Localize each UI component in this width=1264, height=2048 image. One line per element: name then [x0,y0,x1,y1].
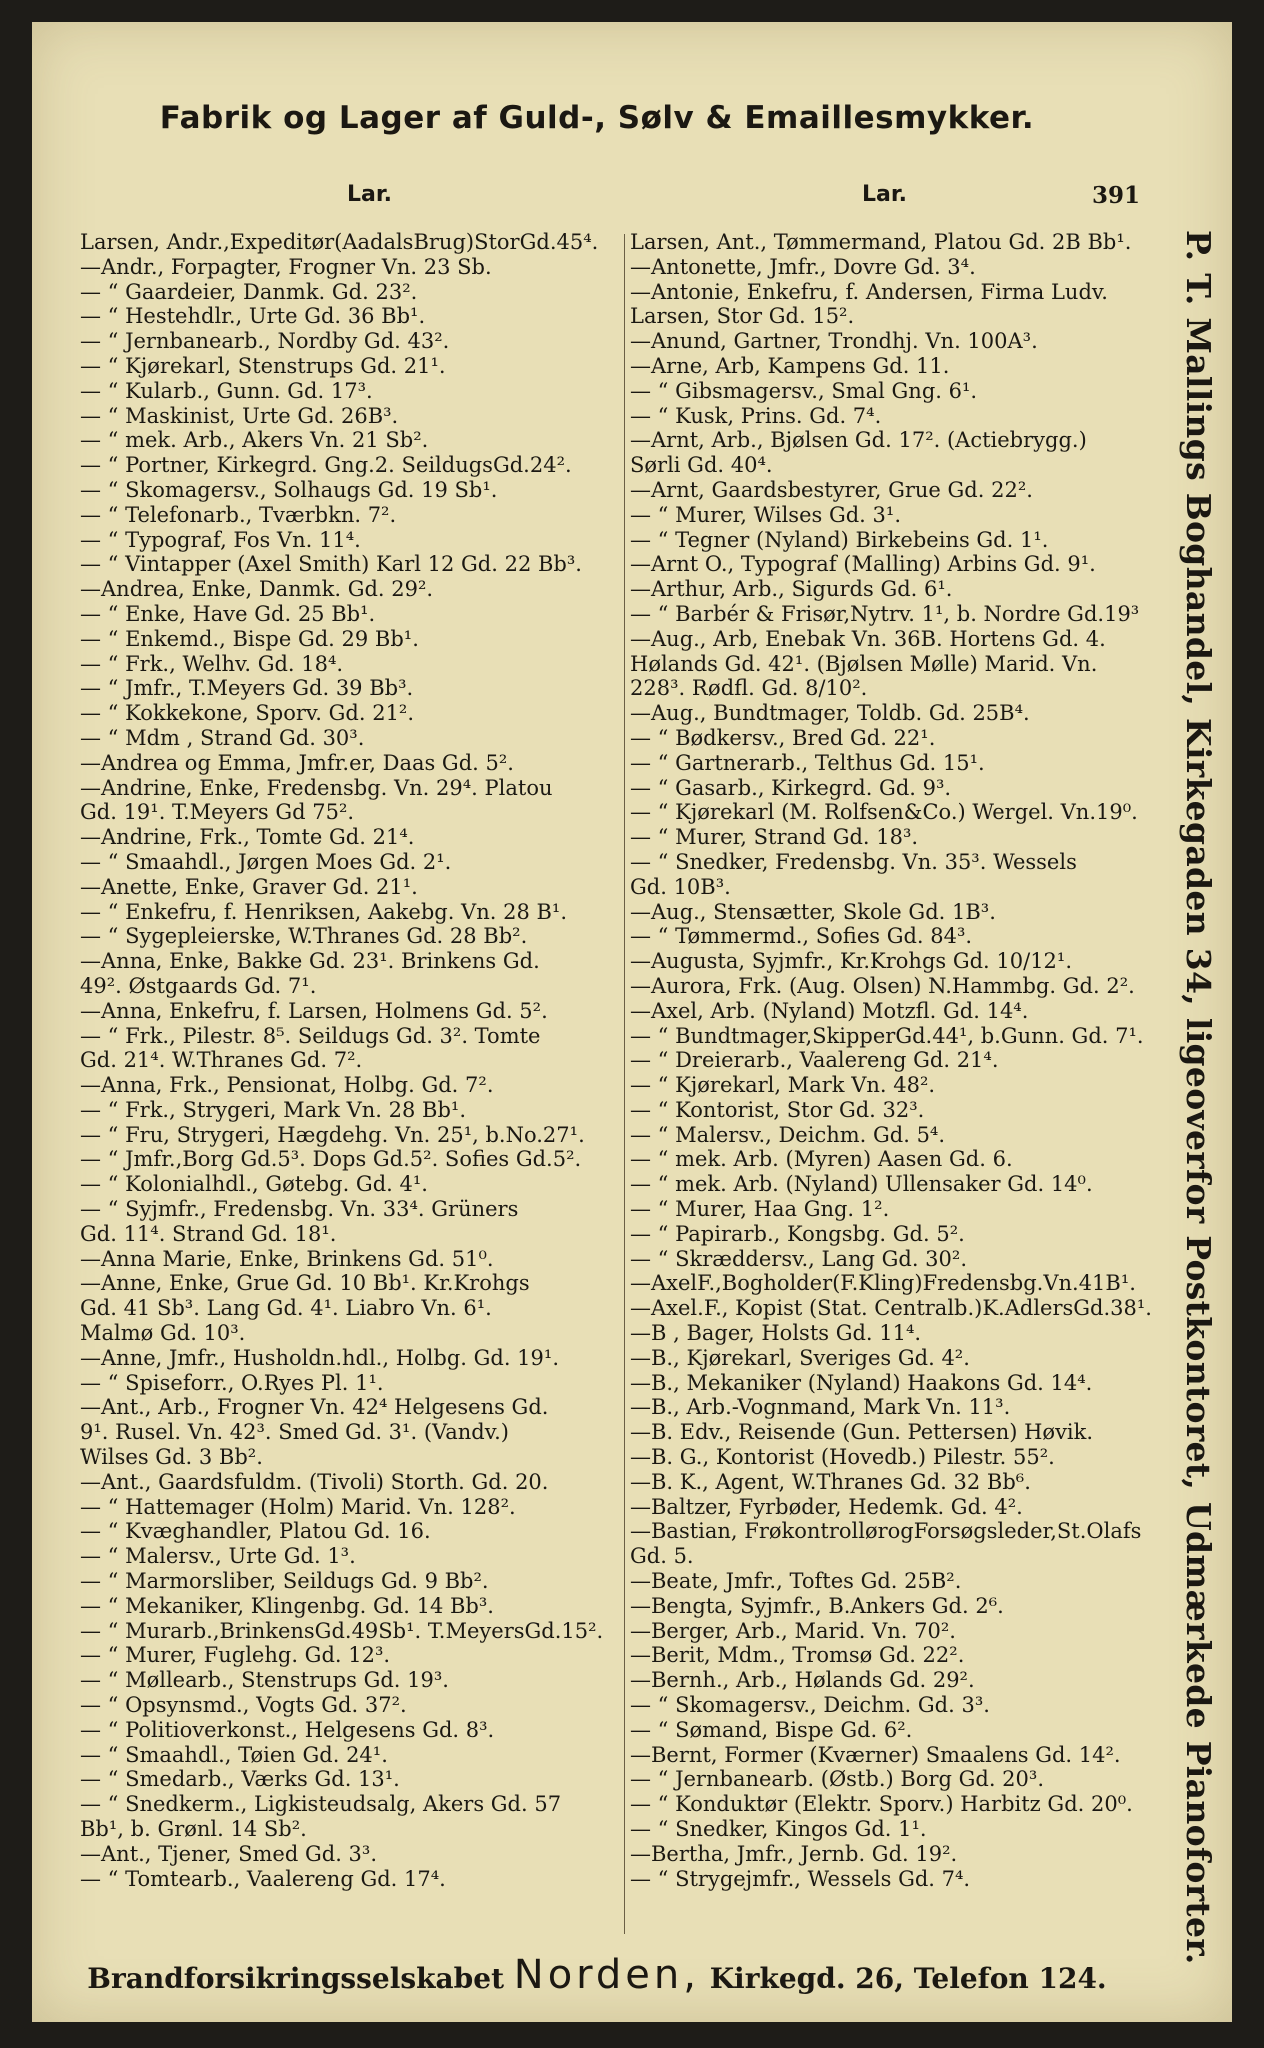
directory-entry: — “ Sygepleierske, W.Thranes Gd. 28 Bb². [80,924,528,949]
directory-entry: — “ Murer, Wilses Gd. 3¹. [630,502,901,527]
directory-entry: — “ Jernbanearb., Nordby Gd. 43². [80,329,450,354]
directory-entry: —Antonette, Jmfr., Dovre Gd. 3⁴. [630,254,976,279]
footer-name: Norden, [513,1952,700,1998]
directory-entry: — “ Frk., Welhv. Gd. 18⁴. [80,651,344,676]
directory-entry: — “ Tomtearb., Vaalereng Gd. 17⁴. [80,1866,446,1891]
directory-entry: Gd. 5. [630,1544,694,1569]
directory-entry: — “ Typograf, Fos Vn. 11⁴. [80,527,361,552]
directory-entry: —Arne, Arb, Kampens Gd. 11. [630,353,950,378]
left-column-heading: Lar. [347,182,392,207]
side-advertisement-text: P. T. Mallings Boghandel, Kirkegaden 34, ligeoverfor Postkontoret, Udmærkede Pianoforter. [1179,230,1218,1965]
directory-entry: — “ Politioverkonst., Helgesens Gd. 8³. [80,1717,495,1742]
directory-entry: — “ Spiseforr., O.Ryes Pl. 1¹. [80,1370,384,1395]
directory-entry: — “ Bødkersv., Bred Gd. 22¹. [630,725,936,750]
directory-entry: 9¹. Rusel. Vn. 42³. Smed Gd. 3¹. (Vandv.) [80,1420,509,1445]
directory-entry: —Bastian, FrøkontrollørogForsøgsleder,St.Olafs [630,1519,1142,1544]
directory-entry: — “ Gibsmagersv., Smal Gng. 6¹. [630,378,978,403]
directory-entry: —B. G., Kontorist (Hovedb.) Pilestr. 55². [630,1445,1055,1470]
directory-entry: — “ Tegner (Nyland) Birkebeins Gd. 1¹. [630,527,1049,552]
directory-entry: — “ Murer, Strand Gd. 18³. [630,825,919,850]
directory-entry: —Anne, Enke, Grue Gd. 10 Bb¹. Kr.Krohgs [80,1271,530,1296]
directory-entry: —Berit, Mdm., Tromsø Gd. 22². [630,1643,965,1668]
directory-entry: — “ mek. Arb. (Nyland) Ullensaker Gd. 14⁰. [630,1172,1093,1197]
directory-entry: —Anne, Jmfr., Husholdn.hdl., Holbg. Gd. 19¹. [80,1345,560,1370]
directory-entry: —Berger, Arb., Marid. Vn. 70². [630,1618,956,1643]
directory-entry: —Aug., Arb, Enebak Vn. 36B. Hortens Gd. 4. [630,626,1106,651]
directory-entry: —Axel.F., Kopist (Stat. Centralb.)K.AdlersGd.38¹. [630,1296,1152,1321]
directory-entry: — “ Murer, Haa Gng. 1². [630,1197,890,1222]
directory-entry: — “ Kjørekarl (M. Rolfsen&Co.) Wergel. Vn.19⁰. [630,800,1138,825]
directory-entry: — “ Gaardeier, Danmk. Gd. 23². [80,279,418,304]
left-column [80,230,628,1891]
directory-entry: — “ Syjmfr., Fredensbg. Vn. 33⁴. Grüners [80,1197,519,1222]
directory-entry: — “ Frk., Strygeri, Mark Vn. 28 Bb¹. [80,1097,467,1122]
directory-entry: — “ Maskinist, Urte Gd. 26B³. [80,403,399,428]
directory-entry: — “ Marmorsliber, Seildugs Gd. 9 Bb². [80,1569,489,1594]
footer-prefix: Brandforsikringsselskabet [87,1962,505,1995]
directory-entry: — “ mek. Arb., Akers Vn. 21 Sb². [80,428,429,453]
directory-entry: Bb¹, b. Grønl. 14 Sb². [80,1817,307,1841]
directory-entry: — “ Jmfr.,Borg Gd.5³. Dops Gd.5². Sofies Gd.5². [80,1147,582,1172]
directory-entry: —Andr., Forpagter, Frogner Vn. 23 Sb. [80,254,492,279]
directory-entry: — “ Opsynsmd., Vogts Gd. 37². [80,1693,407,1718]
directory-entry: —Ant., Arb., Frogner Vn. 42⁴ Helgesens Gd. [80,1395,549,1420]
page-number: 391 [1092,182,1141,209]
directory-entry: —Bernt, Former (Kværner) Smaalens Gd. 14². [630,1742,1121,1767]
directory-entry: Sørli Gd. 40⁴. [630,453,773,478]
directory-entry: — “ Jernbanearb. (Østb.) Borg Gd. 20³. [630,1767,1044,1792]
directory-entry: 228³. Rødfl. Gd. 8/10². [630,676,868,701]
directory-entry: — “ Kjørekarl, Mark Vn. 48². [630,1073,936,1098]
directory-entry: — “ Barbér & Frisør,Nytrv. 1¹, b. Nordre Gd.19³ [630,601,1140,626]
directory-entry: — “ Kusk, Prins. Gd. 7⁴. [630,403,882,428]
directory-entry: —Baltzer, Fyrbøder, Hedemk. Gd. 4². [630,1494,1023,1519]
directory-entry: Gd. 10B³. [630,874,731,899]
directory-entry: —Andrine, Frk., Tomte Gd. 21⁴. [80,825,415,850]
bottom-banner [32,1952,1162,1998]
directory-entry: —Bernh., Arb., Hølands Gd. 29². [630,1668,975,1693]
directory-entry: —B., Kjørekarl, Sveriges Gd. 4². [630,1345,970,1370]
directory-entry: Hølands Gd. 42¹. (Bjølsen Mølle) Marid. Vn. [630,651,1098,676]
directory-entry: — “ Hattemager (Holm) Marid. Vn. 128². [80,1494,516,1519]
directory-entry: — “ Telefonarb., Tværbkn. 7². [80,502,397,527]
directory-entry: —B., Arb.-Vognmand, Mark Vn. 11³. [630,1395,1011,1420]
directory-entry: —B. Edv., Reisende (Gun. Pettersen) Høvik. [630,1420,1094,1445]
directory-page [32,22,1232,2022]
directory-entry: —Aurora, Frk. (Aug. Olsen) N.Hammbg. Gd. 2². [630,973,1135,998]
directory-entry: — “ Vintapper (Axel Smith) Karl 12 Gd. 22 Bb³. [80,552,582,577]
directory-entry: —Andrine, Enke, Fredensbg. Vn. 29⁴. Platou [80,775,553,800]
directory-entry: Larsen, Stor Gd. 15². [630,304,855,329]
directory-entry: — “ Mekaniker, Klingenbg. Gd. 14 Bb³. [80,1593,494,1618]
directory-entry: — “ Tømmermd., Sofies Gd. 84³. [630,924,973,949]
directory-entry: — “ Snedker, Fredensbg. Vn. 35³. Wessels [630,849,1077,874]
directory-entry: — “ Murer, Fuglehg. Gd. 12³. [80,1643,391,1668]
directory-entry: — “ Malersv., Urte Gd. 1³. [80,1544,356,1569]
directory-entry: — “ Møllearb., Stenstrups Gd. 19³. [80,1668,449,1693]
directory-entry: — “ Skomagersv., Solhaugs Gd. 19 Sb¹. [80,477,498,502]
directory-entry: —Ant., Tjener, Smed Gd. 3³. [80,1841,378,1866]
directory-entry: — “ Skræddersv., Lang Gd. 30². [630,1246,967,1271]
directory-entry: — “ Smaahdl., Jørgen Moes Gd. 2¹. [80,849,452,874]
directory-entry: —Bertha, Jmfr., Jernb. Gd. 19². [630,1841,958,1866]
directory-entry: — “ Mdm , Strand Gd. 30³. [80,725,365,750]
directory-entry: — “ Kokkekone, Sporv. Gd. 21². [80,701,415,726]
directory-entry: —Arnt O., Typograf (Malling) Arbins Gd. 9¹. [630,552,1096,577]
directory-entry: —B , Bager, Holsts Gd. 11⁴. [630,1321,922,1346]
directory-entry: — “ Bundtmager,SkipperGd.44¹, b.Gunn. Gd. 7¹. [630,1023,1144,1048]
directory-entry: — “ Enkefru, f. Henriksen, Aakebg. Vn. 28 B¹. [80,899,568,924]
right-column [630,230,1170,1891]
directory-entry: — “ Skomagersv., Deichm. Gd. 3³. [630,1693,990,1718]
directory-entry: Larsen, Andr.,Expeditør(AadalsBrug)StorGd.45⁴. [80,230,599,254]
directory-entry: —Aug., Stensætter, Skole Gd. 1B³. [630,899,996,924]
directory-entry: Gd. 41 Sb³. Lang Gd. 4¹. Liabro Vn. 6¹. [80,1296,492,1321]
directory-entry: —Anna, Enkefru, f. Larsen, Holmens Gd. 5². [80,998,548,1023]
directory-entry: — “ Gartnerarb., Telthus Gd. 15¹. [630,750,985,775]
directory-entry: Gd. 21⁴. W.Thranes Gd. 7². [80,1048,363,1073]
directory-entry: —Beate, Jmfr., Toftes Gd. 25B². [630,1569,962,1594]
directory-entry: — “ Konduktør (Elektr. Sporv.) Harbitz Gd. 20⁰. [630,1792,1133,1817]
directory-entry: —Anette, Enke, Graver Gd. 21¹. [80,874,418,899]
directory-entry: —Andrea, Enke, Danmk. Gd. 29². [80,577,434,602]
directory-entry: — “ Strygejmfr., Wessels Gd. 7⁴. [630,1866,971,1891]
directory-entry: Larsen, Ant., Tømmermand, Platou Gd. 2B Bb¹. [630,230,1132,254]
directory-entry: — “ Dreierarb., Vaalereng Gd. 21⁴. [630,1048,999,1073]
directory-entry: — “ Sømand, Bispe Gd. 6². [630,1717,913,1742]
directory-entry: —Bengta, Syjmfr., B.Ankers Gd. 2⁶. [630,1593,1004,1618]
directory-entry: — “ Snedker, Kingos Gd. 1¹. [630,1817,927,1841]
directory-entry: — “ Kjørekarl, Stenstrups Gd. 21¹. [80,353,446,378]
directory-entry: Gd. 11⁴. Strand Gd. 18¹. [80,1221,337,1246]
side-advertisement [1168,230,1228,1965]
directory-entry: —Arthur, Arb., Sigurds Gd. 6¹. [630,577,953,602]
directory-entry: —Andrea og Emma, Jmfr.er, Daas Gd. 5². [80,750,514,775]
directory-entry: — “ Hestehdlr., Urte Gd. 36 Bb¹. [80,304,426,329]
directory-entry: — “ Kularb., Gunn. Gd. 17³. [80,378,373,403]
directory-entry: — “ Kvæghandler, Platou Gd. 16. [80,1519,431,1544]
directory-entry: — “ Enke, Have Gd. 25 Bb¹. [80,601,376,626]
directory-entry: —Anna Marie, Enke, Brinkens Gd. 51⁰. [80,1246,494,1271]
directory-entry: — “ Snedkerm., Ligkisteudsalg, Akers Gd. 57 [80,1792,562,1817]
directory-entry: — “ mek. Arb. (Myren) Aasen Gd. 6. [630,1147,1013,1172]
directory-entry: —Augusta, Syjmfr., Kr.Krohgs Gd. 10/12¹. [630,949,1073,974]
top-banner: Fabrik og Lager af Guld-, Sølv & Emaillesmykker. [159,100,1035,136]
directory-entry: —Anna, Enke, Bakke Gd. 23¹. Brinkens Gd. [80,949,540,974]
directory-entry: —Anund, Gartner, Trondhj. Vn. 100A³. [630,329,1038,354]
directory-entry: — “ Gasarb., Kirkegrd. Gd. 9³. [630,775,952,800]
directory-entry: —B., Mekaniker (Nyland) Haakons Gd. 14⁴. [630,1370,1093,1395]
directory-entry: — “ Fru, Strygeri, Hægdehg. Vn. 25¹, b.No.27¹. [80,1122,585,1147]
directory-entry: Wilses Gd. 3 Bb². [80,1445,263,1470]
directory-entry: —Axel, Arb. (Nyland) Motzfl. Gd. 14⁴. [630,998,1029,1023]
directory-entry: — “ Smedarb., Værks Gd. 13¹. [80,1767,400,1792]
directory-entry: —Aug., Bundtmager, Toldb. Gd. 25B⁴. [630,701,1030,726]
directory-entry: — “ Enkemd., Bispe Gd. 29 Bb¹. [80,626,419,651]
directory-entry: 49². Østgaards Gd. 7¹. [80,973,317,998]
footer-suffix: Kirkegd. 26, Telefon 124. [709,1962,1107,1995]
directory-entry: —Ant., Gaardsfuldm. (Tivoli) Storth. Gd. 20. [80,1469,549,1494]
directory-entry: — “ Malersv., Deichm. Gd. 5⁴. [630,1122,946,1147]
directory-entry: —Arnt, Gaardsbestyrer, Grue Gd. 22². [630,477,1033,502]
directory-entry: — “ Murarb.,BrinkensGd.49Sb¹. T.MeyersGd.15². [80,1618,604,1643]
directory-entry: —AxelF.,Bogholder(F.Kling)Fredensbg.Vn.41B¹. [630,1271,1136,1296]
directory-entry: —B. K., Agent, W.Thranes Gd. 32 Bb⁶. [630,1469,1031,1494]
directory-entry: — “ Portner, Kirkegrd. Gng.2. SeildugsGd.24². [80,453,572,478]
right-column-heading: Lar. [862,182,907,207]
directory-entry: — “ Kolonialhdl., Gøtebg. Gd. 4¹. [80,1172,428,1197]
directory-entry: Malmø Gd. 10³. [80,1321,246,1346]
directory-entry: — “ Kontorist, Stor Gd. 32³. [630,1097,925,1122]
directory-entry: — “ Jmfr., T.Meyers Gd. 39 Bb³. [80,676,414,701]
directory-entry: — “ Smaahdl., Tøien Gd. 24¹. [80,1742,388,1767]
directory-entry: Gd. 19¹. T.Meyers Gd 75². [80,800,355,825]
directory-entry: — “ Papirarb., Kongsbg. Gd. 5². [630,1221,965,1246]
column-divider [624,234,625,1934]
directory-entry: —Arnt, Arb., Bjølsen Gd. 17². (Actiebrygg.) [630,428,1087,453]
directory-entry: — “ Frk., Pilestr. 8⁵. Seildugs Gd. 3². Tomte [80,1023,541,1048]
directory-entry: —Anna, Frk., Pensionat, Holbg. Gd. 7². [80,1073,494,1098]
directory-entry: —Antonie, Enkefru, f. Andersen, Firma Ludv. [630,279,1108,304]
